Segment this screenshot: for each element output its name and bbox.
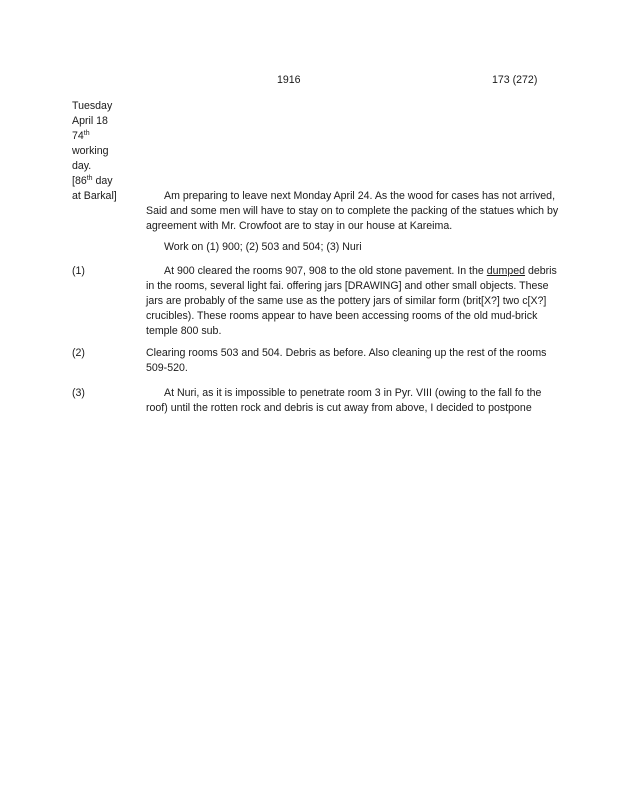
margin-note-line: working	[72, 145, 109, 157]
paragraph-line	[146, 264, 557, 279]
header-page-number: 173 (272)	[492, 74, 538, 86]
paragraph-line	[146, 240, 544, 255]
paragraph-line: agreement with Mr. Crowfoot are to stay in our house at Kareima.	[146, 220, 453, 232]
margin-note-superscript: th	[83, 130, 90, 137]
section-2-paragraph	[146, 346, 547, 376]
paragraph-line: Clearing rooms 503 and 504. Debris as before. Also cleaning up the rest of the rooms	[146, 347, 547, 359]
margin-note-line: April 18	[72, 115, 108, 127]
section-1-paragraph	[146, 264, 557, 339]
paragraph-line	[146, 386, 544, 401]
section-label-2: (2)	[72, 347, 85, 359]
margin-note-line	[72, 129, 144, 144]
paragraph-text: Work on (1) 900; (2) 503 and 504; (3) Nuri	[164, 241, 362, 253]
paragraph-text: At 900 cleared the rooms 907, 908 to the old stone pavement. In the	[164, 265, 487, 277]
paragraph-line: in the rooms, several light fai. offering jars [DRAWING] and other small objects. These	[146, 280, 549, 292]
paragraph-line: Said and some men will have to stay on to complete the packing of the statues which by	[146, 205, 559, 217]
section-label-1: (1)	[72, 265, 85, 277]
underlined-word: dumped	[486, 265, 526, 277]
paragraph-text: debris	[525, 265, 557, 277]
paragraph-line	[146, 189, 556, 204]
paragraph-line: 509-520.	[146, 362, 188, 374]
margin-note-text: day	[92, 175, 113, 187]
paragraph-line: roof) until the rotten rock and debris is cut away from above, I decided to postpone	[146, 402, 532, 414]
margin-date-note	[72, 99, 144, 204]
intro-paragraph	[146, 189, 559, 234]
paragraph-line: temple 800 sub.	[146, 325, 222, 337]
section-label-3: (3)	[72, 387, 85, 399]
work-on-line	[146, 240, 544, 255]
margin-note-line: at Barkal]	[72, 190, 117, 202]
margin-note-text: [86	[72, 175, 87, 187]
margin-note-line: day.	[72, 160, 92, 172]
paragraph-line: jars are probably of the same use as the pottery jars of similar form (brit[X?] two c[X?]	[146, 295, 547, 307]
header-year: 1916	[277, 74, 301, 86]
margin-note-number: 74	[72, 130, 84, 142]
paragraph-line: crucibles). These rooms appear to have been accessing rooms of the old mud-brick	[146, 310, 538, 322]
paragraph-text: Am preparing to leave next Monday April 24. As the wood for cases has not arrived,	[164, 190, 556, 202]
section-3-paragraph	[146, 386, 544, 416]
margin-note-superscript: th	[86, 175, 93, 182]
margin-note-line	[72, 174, 144, 189]
margin-note-line: Tuesday	[72, 100, 113, 112]
paragraph-text: At Nuri, as it is impossible to penetrate room 3 in Pyr. VIII (owing to the fall fo the	[164, 387, 542, 399]
